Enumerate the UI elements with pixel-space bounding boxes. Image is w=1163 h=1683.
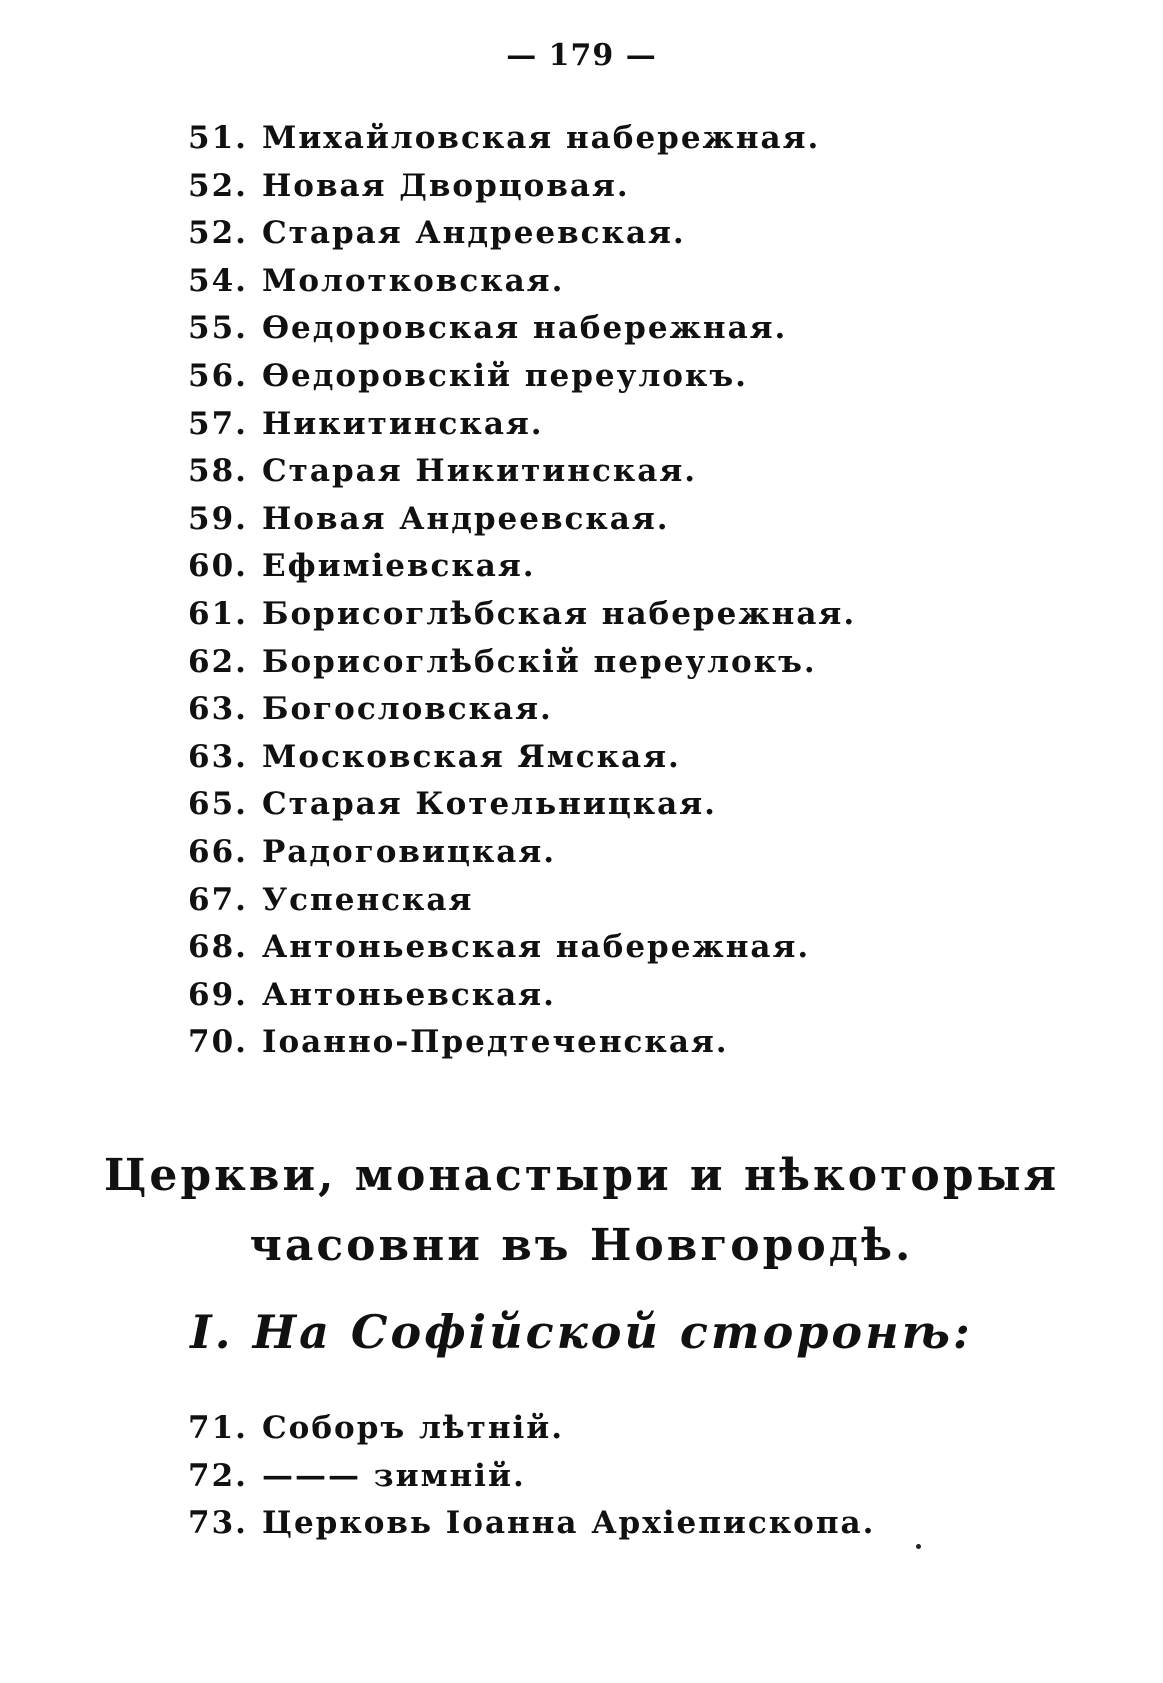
street-entry: [188, 353, 856, 401]
street-entry: [188, 1019, 856, 1067]
street-entry-name: Богословская.: [262, 691, 553, 728]
street-entry: [188, 448, 856, 496]
street-entry-number: 58.: [188, 453, 248, 490]
street-entry-name: Московская Ямская.: [262, 738, 681, 775]
street-entry-number: 59.: [188, 500, 248, 537]
street-entry-name: Никитинская.: [262, 405, 544, 442]
street-entry-name: Михайловская набережная.: [262, 120, 821, 156]
street-entry-number: 62.: [188, 643, 248, 680]
street-entry-name: Ѳедоровская набережная.: [262, 310, 788, 347]
street-entry: [188, 686, 856, 734]
street-entry-number: 65.: [188, 786, 248, 823]
street-entry-name: Радоговицкая.: [262, 833, 557, 870]
street-entry-name: Іоанно-Предтеченская.: [262, 1024, 729, 1061]
street-entry: [188, 972, 856, 1020]
street-entry-number: 54.: [188, 262, 248, 299]
street-entry-number: 52.: [188, 167, 248, 204]
street-entry-number: 67.: [188, 881, 248, 918]
street-entry-name: Старая Андреевская.: [262, 215, 686, 252]
subsection-heading: I. На Софійской сторонѣ:: [190, 1305, 973, 1359]
street-entry-number: 60.: [188, 548, 248, 585]
street-entry: [188, 591, 856, 639]
street-list: [188, 115, 856, 1067]
street-entry: [188, 401, 856, 449]
church-entry-number: 72.: [188, 1457, 248, 1494]
church-entry-name: ——— зимній.: [262, 1457, 526, 1494]
section-heading-line-1: Церкви, монастыри и нѣкоторыя: [103, 1150, 1060, 1201]
street-entry-name: Антоньевская набережная.: [262, 929, 811, 966]
street-entry-number: 56.: [188, 357, 248, 394]
page-number: — 179 —: [506, 38, 657, 73]
street-entry-number: 57.: [188, 405, 248, 442]
street-entry-name: Старая Никитинская.: [262, 453, 698, 490]
street-entry-name: Борисоглѣбскій переулокъ.: [262, 643, 817, 680]
street-entry-number: 63.: [188, 738, 248, 775]
street-entry: [188, 924, 856, 972]
church-list: [188, 1405, 875, 1548]
street-entry: [188, 258, 856, 306]
street-entry-number: 51.: [188, 120, 248, 156]
section-heading-line-2: часовни въ Новгородѣ.: [249, 1220, 914, 1271]
church-entry: [188, 1405, 875, 1453]
street-entry-number: 66.: [188, 833, 248, 870]
street-entry: [188, 543, 856, 591]
street-entry: [188, 115, 856, 163]
church-entry: [188, 1453, 875, 1501]
church-entry-number: 71.: [188, 1410, 248, 1446]
street-entry-number: 52.: [188, 215, 248, 252]
church-entry-number: 73.: [188, 1505, 248, 1542]
street-entry-number: 68.: [188, 929, 248, 966]
church-entry-name: Соборъ лѣтній.: [262, 1410, 565, 1446]
street-entry-name: Борисоглѣбская набережная.: [262, 595, 857, 632]
street-entry-number: 69.: [188, 976, 248, 1013]
street-entry: [188, 163, 856, 211]
street-entry: [188, 305, 856, 353]
street-entry: [188, 829, 856, 877]
street-entry: [188, 496, 856, 544]
church-entry-name: Церковь Іоанна Архіепископа.: [262, 1505, 876, 1542]
street-entry: [188, 734, 856, 782]
street-entry-name: Успенская: [262, 881, 474, 918]
street-entry-name: Ѳедоровскій переулокъ.: [262, 357, 748, 394]
street-entry-number: 55.: [188, 310, 248, 347]
street-entry-name: Новая Дворцовая.: [262, 167, 630, 204]
street-entry-name: Ефиміевская.: [262, 548, 536, 585]
street-entry-number: 70.: [188, 1024, 248, 1061]
street-entry: [188, 877, 856, 925]
street-entry-name: Антоньевская.: [262, 976, 556, 1013]
street-entry: [188, 639, 856, 687]
street-entry: [188, 781, 856, 829]
street-entry-number: 63.: [188, 691, 248, 728]
street-entry-name: Старая Котельницкая.: [262, 786, 717, 823]
print-speck: [916, 1544, 921, 1549]
street-entry-name: Молотковская.: [262, 262, 565, 299]
street-entry-name: Новая Андреевская.: [262, 500, 670, 537]
street-entry: [188, 210, 856, 258]
street-entry-number: 61.: [188, 595, 248, 632]
church-entry: [188, 1500, 875, 1548]
